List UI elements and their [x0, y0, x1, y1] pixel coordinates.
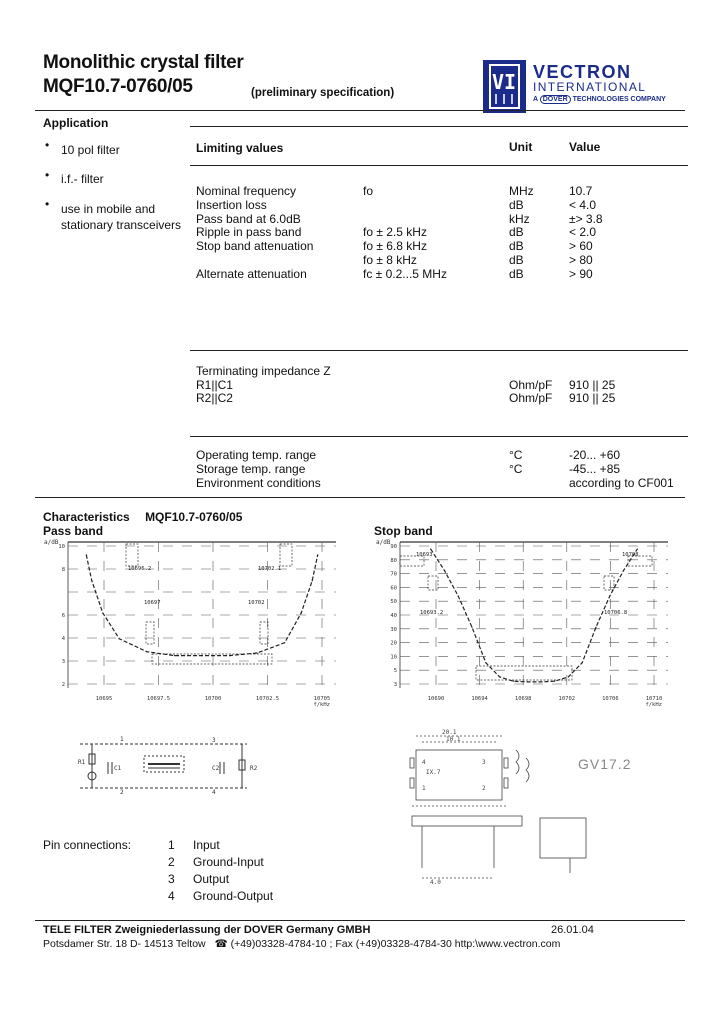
limits-header-rule: [190, 165, 688, 166]
environment-name: Storage temp. range: [196, 461, 306, 476]
frequency-marker: 10706.8: [604, 610, 628, 616]
characteristics-label: Characteristics: [43, 510, 130, 524]
drawing-label: GV17.2: [578, 756, 632, 772]
data-point: [499, 676, 500, 677]
svg-text:20.1: 20.1: [442, 729, 457, 736]
tolerance-mask: [604, 576, 614, 590]
limit-unit: kHz: [509, 211, 530, 226]
footer-rule: [35, 920, 685, 921]
tolerance-mask: [280, 544, 292, 566]
footer-address-line: [43, 938, 560, 950]
dover-badge: DOVER: [540, 95, 571, 104]
data-point: [146, 651, 147, 652]
data-point: [637, 549, 638, 550]
environment-value: according to CF001: [569, 475, 674, 490]
data-point: [540, 681, 541, 682]
pin-label: Ground-Output: [193, 889, 274, 903]
data-point: [312, 580, 313, 581]
environment-unit: °C: [509, 448, 523, 462]
environment-name: Operating temp. range: [196, 448, 317, 462]
limit-name: Insertion loss: [196, 197, 267, 212]
impedance-rule: [190, 350, 688, 351]
data-point: [430, 549, 431, 550]
pin-number: 3: [168, 872, 175, 886]
svg-text:R1: R1: [78, 759, 86, 766]
svg-text:2: 2: [120, 789, 124, 796]
limit-value: > 80: [569, 253, 593, 267]
data-point: [554, 681, 555, 682]
y-tick-label: 5: [393, 668, 397, 675]
limit-unit: dB: [509, 239, 524, 254]
y-tick-label: 8: [61, 567, 65, 573]
impedance-name: R2||C2: [196, 391, 233, 406]
y-axis-label: a/dB: [44, 539, 59, 546]
limit-value: 10.7: [569, 184, 593, 198]
svg-text:10.1: 10.1: [446, 736, 461, 743]
frequency-marker: 10696.2: [128, 566, 152, 572]
limit-unit: MHz: [509, 184, 534, 198]
frequency-marker: 10697: [144, 600, 161, 606]
svg-text:1: 1: [120, 736, 124, 743]
svg-text:3: 3: [212, 737, 216, 744]
impedance-unit: Ohm/pF: [509, 391, 553, 406]
data-point: [568, 676, 569, 677]
frequency-marker: 10702: [248, 600, 265, 606]
y-tick-label: 3: [393, 682, 397, 688]
limit-unit: dB: [509, 225, 524, 240]
pass-band-title: Pass band: [43, 524, 104, 538]
data-point: [595, 627, 596, 628]
data-point: [444, 570, 445, 571]
footer-address: Potsdamer Str. 18 D- 14513 Teltow: [43, 938, 206, 950]
y-tick-label: 30: [390, 626, 397, 633]
y-tick-label: 3: [61, 659, 65, 665]
x-axis-label: f/kHz: [645, 702, 662, 708]
x-tick-label: 10710: [645, 696, 663, 702]
stop-band-chart: [372, 536, 672, 708]
logo-mark-text: VI: [491, 70, 517, 94]
footer-contact: (+49)03328-4784-10 ; Fax (+49)03328-4784-30 http:\www.vectron.com: [230, 938, 561, 950]
y-tick-label: 90: [390, 544, 397, 550]
logo-tagline: [533, 96, 666, 103]
y-tick-label: 70: [390, 571, 397, 578]
svg-text:1: 1: [422, 785, 426, 792]
data-point: [513, 681, 514, 682]
impedance-unit: Ohm/pF: [509, 377, 553, 392]
bullet-icon: •: [45, 168, 50, 182]
y-tick-label: 10: [58, 544, 65, 550]
data-point: [201, 655, 202, 656]
application-item: use in mobile and: [61, 202, 156, 216]
svg-text:3: 3: [482, 759, 486, 766]
pass-band-chart: [40, 536, 340, 708]
tolerance-mask: [146, 622, 154, 644]
application-item: 10 pol filter: [61, 143, 120, 157]
y-tick-label: 60: [390, 585, 397, 592]
x-axis-label: f/kHz: [313, 702, 330, 708]
frequency-marker: 10693.2: [420, 610, 444, 616]
svg-text:2: 2: [482, 785, 486, 792]
limit-value: < 2.0: [569, 225, 597, 240]
y-axis-label: a/dB: [376, 539, 391, 546]
x-tick-label: 10705: [313, 696, 331, 702]
frequency-marker: 10702.1: [258, 566, 282, 572]
data-point: [119, 638, 120, 639]
data-point: [471, 627, 472, 628]
characteristics-rule: [35, 497, 685, 498]
bullet-icon: •: [45, 197, 50, 211]
characteristics-heading: [43, 510, 242, 524]
data-point: [257, 652, 258, 653]
y-tick-label: 20: [390, 640, 397, 647]
data-point: [102, 612, 103, 613]
model-number: MQF10.7-0760/05: [43, 76, 193, 97]
x-tick-label: 10702.5: [255, 696, 280, 702]
data-point: [284, 642, 285, 643]
y-tick-label: 6: [61, 613, 65, 619]
limit-condition: fc ± 0.2...5 MHz: [363, 266, 447, 281]
x-tick-label: 10702: [558, 696, 576, 702]
limits-heading: Limiting values: [196, 141, 284, 155]
pin-number: 1: [168, 838, 175, 852]
impedance-name: R1||C1: [196, 377, 233, 392]
svg-text:C2: C2: [212, 765, 220, 772]
y-tick-label: 50: [390, 599, 397, 606]
tolerance-mask: [428, 576, 438, 590]
application-heading: Application: [43, 116, 109, 130]
circuit-schematic: [72, 734, 272, 798]
logo-tagline-post: TECHNOLOGIES COMPANY: [572, 96, 666, 103]
limit-unit: dB: [509, 253, 524, 267]
characteristics-model: MQF10.7-0760/05: [145, 510, 243, 524]
x-tick-label: 10706: [602, 696, 619, 702]
frequency-marker: 10693: [416, 552, 433, 558]
limit-condition: fo ± 2.5 kHz: [363, 225, 427, 240]
x-tick-label: 10698: [514, 696, 532, 702]
data-point: [623, 570, 624, 571]
value-header: Value: [569, 140, 601, 154]
limit-value: ±> 3.8: [569, 211, 603, 226]
pins-heading: Pin connections:: [43, 838, 132, 852]
header-divider: [35, 110, 685, 111]
page-title: Monolithic crystal filter: [43, 52, 244, 73]
limit-condition: fo: [363, 184, 374, 198]
svg-text:4: 4: [422, 759, 426, 766]
preliminary-note: (preliminary specification): [251, 87, 395, 99]
x-tick-label: 10690: [427, 696, 445, 702]
limit-value: > 60: [569, 239, 593, 254]
environment-rule: [190, 436, 688, 437]
data-point: [174, 655, 175, 656]
svg-text:4: 4: [212, 789, 216, 796]
frequency-marker: 10708: [622, 552, 639, 558]
y-tick-label: 4: [61, 636, 65, 642]
stop-band-title: Stop band: [374, 524, 433, 538]
application-item: stationary transceivers: [61, 218, 182, 232]
data-point: [609, 595, 610, 596]
x-tick-label: 10694: [471, 696, 488, 702]
unit-header: Unit: [509, 140, 533, 154]
data-point: [458, 595, 459, 596]
footer-company: TELE FILTER Zweigniederlassung der DOVER Germany GMBH: [43, 924, 371, 936]
limit-condition: fo ± 6.8 kHz: [363, 239, 427, 254]
y-tick-label: 10: [390, 654, 397, 661]
limit-name: Stop band attenuation: [196, 239, 314, 254]
limit-value: < 4.0: [569, 197, 597, 212]
impedance-name: Terminating impedance Z: [196, 364, 331, 378]
svg-text:R2: R2: [250, 765, 258, 772]
logo-name: VECTRON: [533, 62, 632, 82]
y-tick-label: 40: [390, 613, 397, 619]
data-point: [582, 662, 583, 663]
data-point: [91, 580, 92, 581]
impedance-value: 910 || 25: [569, 377, 616, 392]
environment-name: Environment conditions: [196, 475, 321, 490]
environment-value: -20... +60: [569, 448, 621, 462]
limit-name: Ripple in pass band: [196, 225, 302, 240]
svg-text:4.0: 4.0: [430, 879, 441, 886]
x-tick-label: 10695: [95, 696, 113, 702]
logo-sub: INTERNATIONAL: [533, 80, 647, 94]
limit-condition: fo ± 8 kHz: [363, 253, 417, 267]
limit-name: Nominal frequency: [196, 184, 297, 198]
application-item: i.f.- filter: [61, 172, 104, 186]
footer-date: 26.01.04: [551, 924, 594, 936]
y-tick-label: 2: [61, 682, 65, 688]
svg-text:IX.7: IX.7: [426, 769, 441, 776]
data-point: [527, 681, 528, 682]
bullet-icon: •: [45, 138, 50, 152]
environment-unit: °C: [509, 461, 523, 476]
data-point: [317, 554, 318, 555]
limit-name: Alternate attenuation: [196, 266, 307, 281]
tolerance-mask: [260, 622, 268, 644]
limits-top-rule: [190, 126, 688, 127]
pin-label: Ground-Input: [193, 855, 264, 869]
pin-number: 2: [168, 855, 175, 869]
mechanical-drawing: [402, 728, 652, 888]
data-point: [86, 554, 87, 555]
pin-number: 4: [168, 889, 175, 903]
x-tick-label: 10697.5: [146, 696, 171, 702]
data-point: [485, 662, 486, 663]
x-tick-label: 10700: [204, 696, 222, 702]
y-tick-label: 80: [390, 557, 397, 564]
tolerance-mask: [126, 544, 138, 566]
svg-text:C1: C1: [114, 765, 122, 772]
data-point: [301, 612, 302, 613]
pin-label: Input: [193, 838, 220, 852]
data-point: [229, 655, 230, 656]
impedance-value: 910 || 25: [569, 391, 616, 406]
limit-unit: dB: [509, 266, 524, 281]
logo-tagline-pre: A: [533, 96, 538, 103]
limit-name: Pass band at 6.0dB: [196, 211, 301, 226]
response-curve: [86, 555, 317, 656]
phone-icon: ☎: [214, 938, 228, 950]
limit-unit: dB: [509, 197, 524, 212]
limit-value: > 90: [569, 266, 593, 281]
pin-label: Output: [193, 872, 230, 886]
environment-value: -45... +85: [569, 461, 621, 476]
